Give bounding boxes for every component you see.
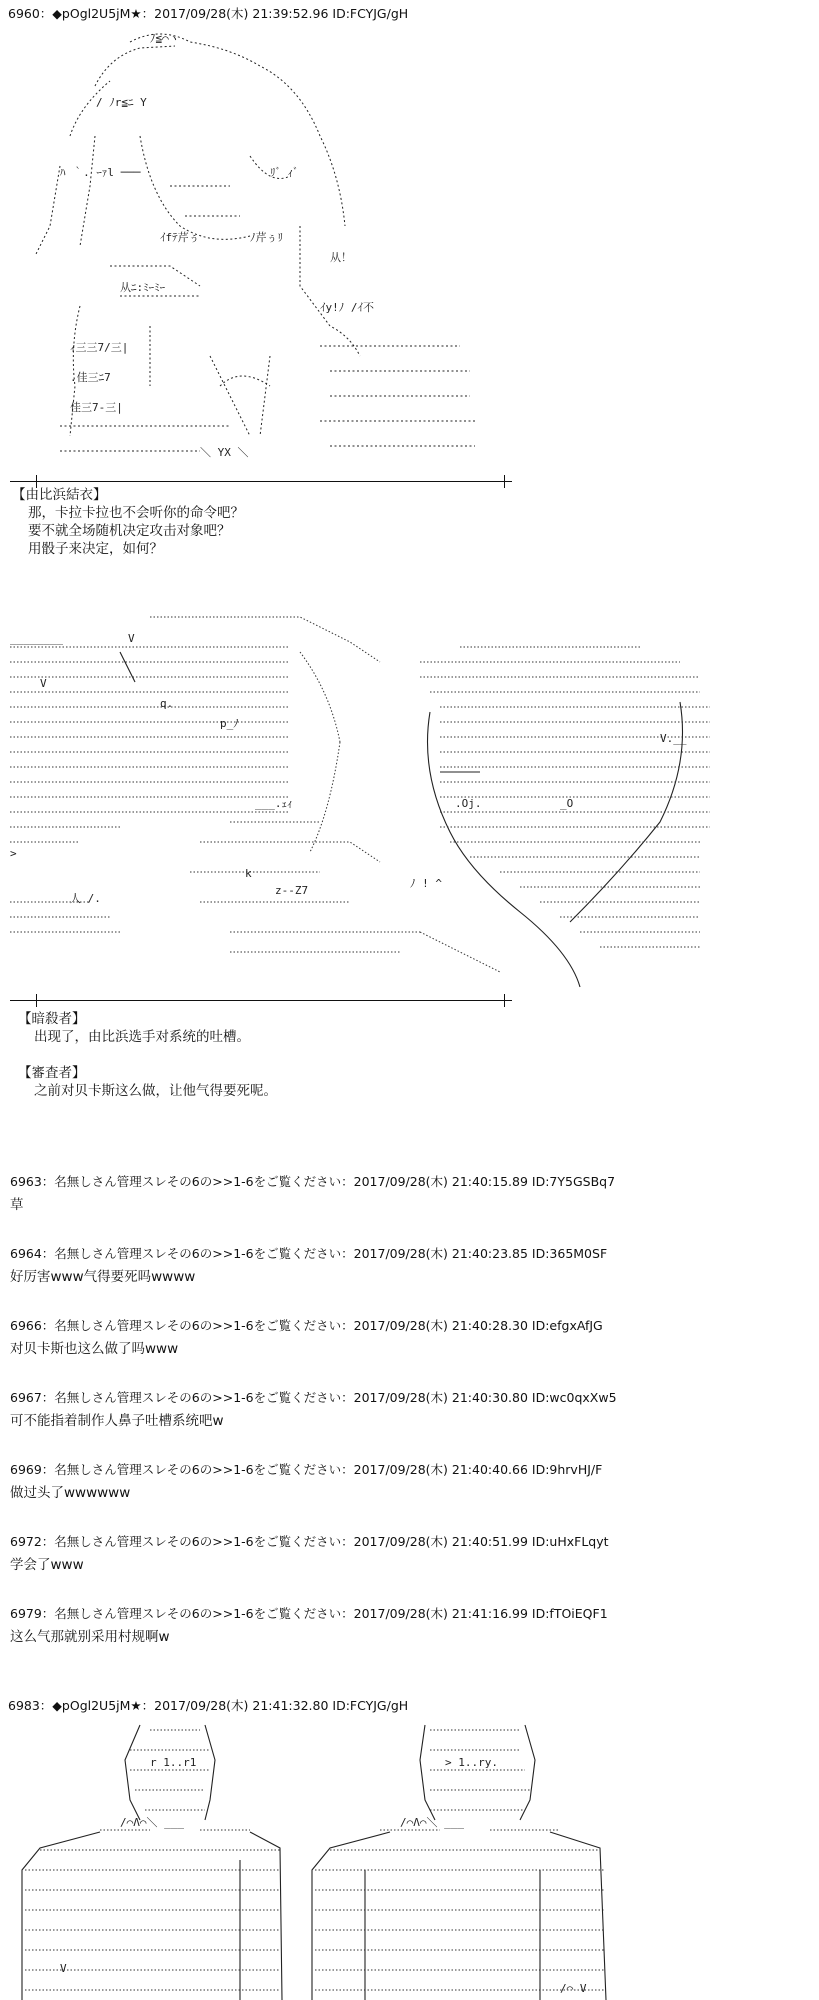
svg-text:_O: _O (560, 797, 574, 810)
svg-text:ﾊ ｀. ｰｧl ───: ﾊ ｀. ｰｧl ─── (60, 166, 141, 179)
svg-text:.佳三ﾆ7: .佳三ﾆ7 (70, 371, 111, 384)
svg-text:/ ﾉr≦ﾆ Y: / ﾉr≦ﾆ Y (96, 96, 147, 109)
svg-text:V: V (60, 1962, 67, 1975)
speaker-name: 【由比浜結衣】 (12, 487, 107, 503)
svg-text:ﾉ ! ^: ﾉ ! ^ (410, 877, 442, 890)
ascii-art-two-figures (0, 1720, 640, 2000)
comment-header: 6966：名無しさん管理スレその6の>>1-6をご覧ください：2017/09/28(木) 21:40:28.30 ID:efgxAfJG (10, 1318, 603, 1333)
comment-body: 这么气那就别采用村规啊w (10, 1629, 170, 1645)
speech-block-yuigahama (12, 486, 244, 558)
divider-tick (504, 475, 505, 488)
svg-text:佳三7-三|: 佳三7-三| (70, 401, 123, 414)
comment-body: 可不能指着制作人鼻子吐槽系统吧w (10, 1413, 224, 1429)
ascii-art-scene (0, 612, 720, 997)
svg-text:ﾘﾞ ｨﾞ: ﾘﾞ ｨﾞ (270, 166, 299, 179)
svg-text:从！: 从！ (330, 251, 352, 264)
svg-text:从ﾆ:ﾐｰﾐｰ: 从ﾆ:ﾐｰﾐｰ (120, 281, 166, 294)
speech-block-examiner (18, 1064, 277, 1100)
speech-line: 出现了，由比浜选手对系统的吐槽。 (34, 1029, 250, 1045)
speech-line: 那，卡拉卡拉也不会听你的命令吧？ (28, 505, 244, 521)
comment-body: 对贝卡斯也这么做了吗www (10, 1341, 179, 1357)
comment (10, 1460, 602, 1501)
post-header: 6960：◆pOgl2U5jM★：2017/09/28(木) 21:39:52.96 ID:FCYJG/gH (8, 6, 409, 21)
svg-text:___.ｪｨ: ___.ｪｨ (255, 797, 293, 810)
comment-body: 做过头了wwwwww (10, 1485, 131, 1501)
svg-text:＼ YX ＼: ＼ YX ＼ (200, 446, 249, 459)
comment-header: 6967：名無しさん管理スレその6の>>1-6をご覧ください：2017/09/28(木) 21:40:30.80 ID:wc0qxXw5 (10, 1390, 617, 1405)
post-divider (10, 1000, 512, 1001)
speech-line: 之前对贝卡斯这么做，让他气得要死呢。 (34, 1083, 277, 1099)
divider-tick (504, 994, 505, 1007)
svg-text:ﾉ≦⌒ヽ: ﾉ≦⌒ヽ (150, 32, 180, 45)
comment-header: 6969：名無しさん管理スレその6の>>1-6をご覧ください：2017/09/28(木) 21:40:40.66 ID:9hrvHJ/F (10, 1462, 603, 1477)
svg-text:ｨ三三7/三|: ｨ三三7/三| (70, 341, 129, 354)
divider-tick (36, 994, 37, 1007)
comment-body: 学会了www (10, 1557, 84, 1573)
svg-text:p_ﾉ: p_ﾉ (220, 717, 239, 730)
svg-text:人 /.: 人 /. (70, 892, 101, 905)
speaker-name: 【暗殺者】 (18, 1011, 86, 1027)
svg-text:z--Z7: z--Z7 (275, 884, 309, 897)
svg-text:/⌒ V: /⌒ V (560, 1982, 587, 1995)
speaker-name: 【審査者】 (18, 1065, 86, 1081)
comment-body: 好厉害www气得要死吗wwww (10, 1269, 196, 1285)
comment (10, 1172, 615, 1213)
ascii-art-portrait (0, 26, 500, 471)
svg-text:/⌒Λ⌒＼ ___: /⌒Λ⌒＼ ___ (120, 1816, 184, 1829)
svg-text:V: V (40, 677, 47, 690)
post-divider (10, 481, 512, 482)
comment (10, 1604, 608, 1645)
svg-text:k: k (245, 867, 252, 880)
comment-header: 6972：名無しさん管理スレその6の>>1-6をご覧ください：2017/09/28(木) 21:40:51.99 ID:uHxFLqyt (10, 1534, 609, 1549)
speech-line: 要不就全场随机决定攻击对象吧？ (28, 523, 231, 539)
svg-text:> 1..ry.: > 1..ry. (445, 1756, 498, 1769)
post-header: 6983：◆pOgl2U5jM★：2017/09/28(木) 21:41:32.80 ID:FCYJG/gH (8, 1698, 409, 1713)
svg-text:>: > (10, 847, 17, 860)
svg-text:/⌒Λ⌒＼ ___: /⌒Λ⌒＼ ___ (400, 1816, 464, 1829)
comment (10, 1532, 609, 1573)
svg-text:ﾉ芹ぅﾘ: ﾉ芹ぅﾘ (250, 231, 283, 244)
svg-text:________: ________ (10, 632, 63, 645)
comment-body: 草 (10, 1197, 24, 1213)
svg-text:ｲy!ﾉ /ｲ不: ｲy!ﾉ /ｲ不 (320, 301, 374, 314)
comment (10, 1316, 603, 1357)
svg-text:V.__: V.__ (660, 732, 687, 745)
svg-text:ｲfﾃ芹ぅ: ｲfﾃ芹ぅ (160, 231, 200, 244)
comment-header: 6979：名無しさん管理スレその6の>>1-6をご覧ください：2017/09/28(木) 21:41:16.99 ID:fTOiEQF1 (10, 1606, 608, 1621)
svg-text:q.: q. (160, 697, 174, 710)
comment (10, 1388, 617, 1429)
speech-line: 用骰子来决定，如何？ (28, 541, 163, 557)
comment-header: 6963：名無しさん管理スレその6の>>1-6をご覧ください：2017/09/28(木) 21:40:15.89 ID:7Y5GSBq7 (10, 1174, 616, 1189)
comment-header: 6964：名無しさん管理スレその6の>>1-6をご覧ください：2017/09/28(木) 21:40:23.85 ID:365M0SF (10, 1246, 608, 1261)
speech-block-assassin (18, 1010, 250, 1046)
svg-text:.Oj.: .Oj. (455, 797, 482, 810)
svg-text:V: V (128, 632, 135, 645)
comment (10, 1244, 607, 1285)
svg-text:r 1..r1: r 1..r1 (150, 1756, 197, 1769)
